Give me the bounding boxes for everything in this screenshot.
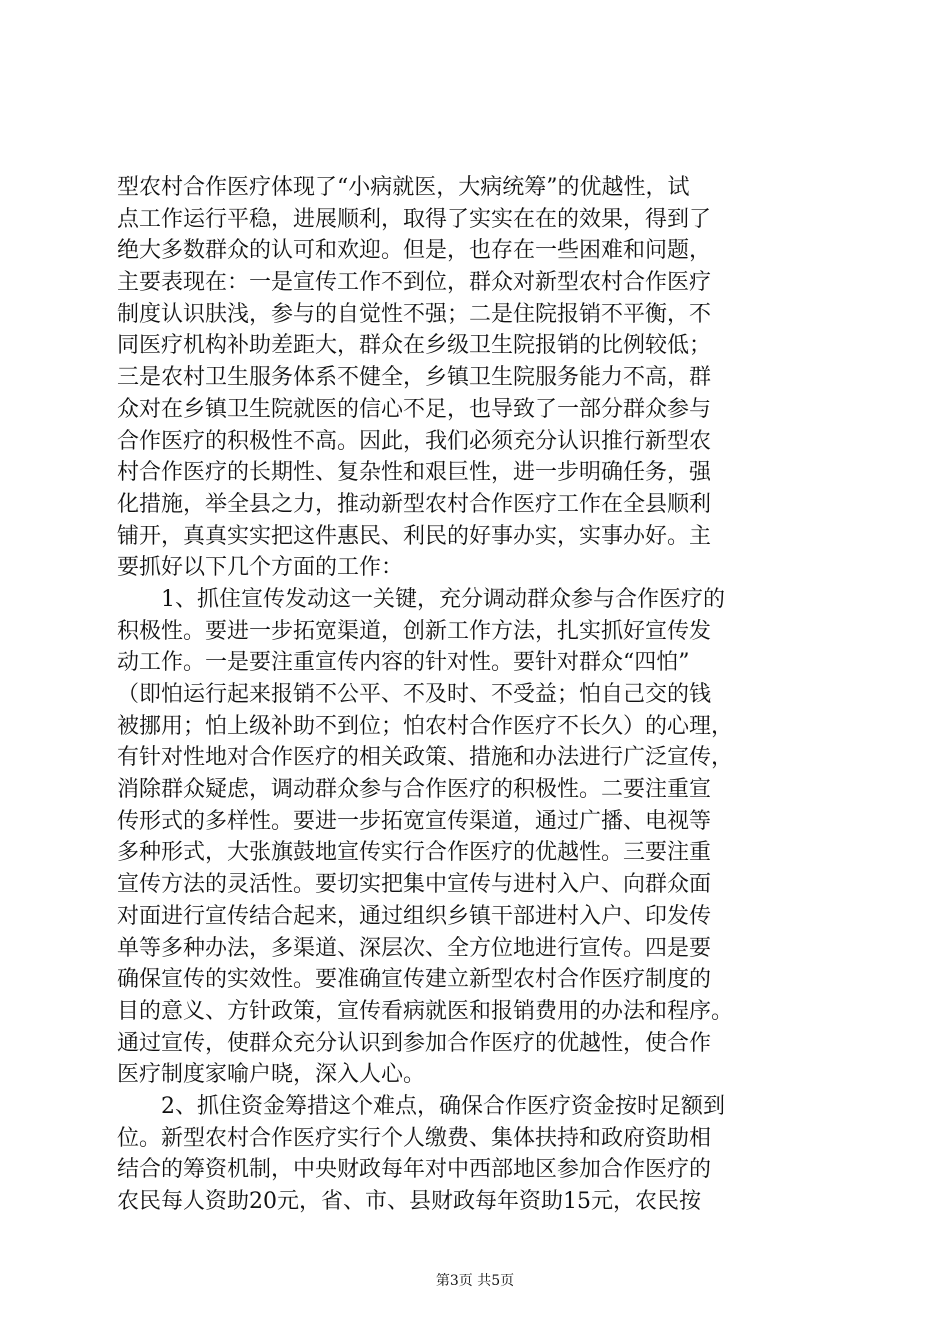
text-line: 被挪用；怕上级补助不到位；怕农村合作医疗不长久）的心理， xyxy=(117,713,734,739)
text-line: 宣传方法的灵活性。要切实把集中宣传与进村入户、向群众面 xyxy=(117,872,712,898)
text-line: （即怕运行起来报销不公平、不及时、不受益；怕自己交的钱 xyxy=(117,682,712,707)
text-line: 位。新型农村合作医疗实行个人缴费、集体扶持和政府资助相 xyxy=(117,1125,712,1151)
text-line: 主要表现在：一是宣传工作不到位，群众对新型农村合作医疗 xyxy=(117,270,712,296)
text-line: 积极性。要进一步拓宽渠道，创新工作方法，扎实抓好宣传发 xyxy=(117,618,712,644)
text-line: 确保宣传的实效性。要准确宣传建立新型农村合作医疗制度的 xyxy=(117,967,712,993)
text-line: 传形式的多样性。要进一步拓宽宣传渠道，通过广播、电视等 xyxy=(117,808,712,834)
text-line: 铺开，真真实实把这件惠民、利民的好事办实，实事办好。主 xyxy=(117,523,712,549)
text-line: 型农村合作医疗体现了“小病就医，大病统筹”的优越性，试 xyxy=(117,175,690,200)
text-line: 要抓好以下几个方面的工作： xyxy=(117,555,404,581)
paragraph-1-first-line: 1、抓住宣传发动这一关键，充分调动群众参与合作医疗的 xyxy=(161,586,725,612)
body-text xyxy=(117,172,837,1218)
text-line: 有针对性地对合作医疗的相关政策、措施和办法进行广泛宣传， xyxy=(117,745,734,771)
text-line: 目的意义、方针政策，宣传看病就医和报销费用的办法和程序。 xyxy=(117,998,734,1024)
paragraph-2-first-line: 2、抓住资金筹措这个难点，确保合作医疗资金按时足额到 xyxy=(161,1093,725,1119)
text-line: 合作医疗的积极性不高。因此，我们必须充分认识推行新型农 xyxy=(117,428,712,454)
text-line: 单等多种办法，多渠道、深层次、全方位地进行宣传。四是要 xyxy=(117,935,712,961)
text-line: 医疗制度家喻户晓，深入人心。 xyxy=(117,1062,426,1088)
text-line: 动工作。一是要注重宣传内容的针对性。要针对群众“四怕” xyxy=(117,650,690,676)
text-line: 村合作医疗的长期性、复杂性和艰巨性，进一步明确任务，强 xyxy=(117,460,712,486)
text-line: 对面进行宣传结合起来，通过组织乡镇干部进村入户、印发传 xyxy=(117,903,712,929)
text-line: 结合的筹资机制，中央财政每年对中西部地区参加合作医疗的 xyxy=(117,1157,712,1183)
text-line: 多种形式，大张旗鼓地宣传实行合作医疗的优越性。三要注重 xyxy=(117,840,712,866)
text-line: 众对在乡镇卫生院就医的信心不足，也导致了一部分群众参与 xyxy=(117,396,712,422)
text-line: 同医疗机构补助差距大，群众在乡级卫生院报销的比例较低； xyxy=(117,333,712,359)
text-line: 化措施，举全县之力，推动新型农村合作医疗工作在全县顺利 xyxy=(117,491,712,517)
text-line: 通过宣传，使群众充分认识到参加合作医疗的优越性，使合作 xyxy=(117,1030,712,1056)
text-line: 绝大多数群众的认可和欢迎。但是，也存在一些困难和问题， xyxy=(117,238,712,264)
text-line: 消除群众疑虑，调动群众参与合作医疗的积极性。二要注重宣 xyxy=(117,777,712,803)
text-line: 制度认识肤浅，参与的自觉性不强；二是住院报销不平衡，不 xyxy=(117,301,712,327)
text-line: 农民每人资助20元，省、市、县财政每年资助15元，农民按 xyxy=(117,1189,701,1214)
text-line: 点工作运行平稳，进展顺利，取得了实实在在的效果，得到了 xyxy=(117,206,712,232)
text-line: 三是农村卫生服务体系不健全，乡镇卫生院服务能力不高，群 xyxy=(117,365,712,391)
page-number-footer: 第3页 共5页 xyxy=(435,1273,515,1289)
